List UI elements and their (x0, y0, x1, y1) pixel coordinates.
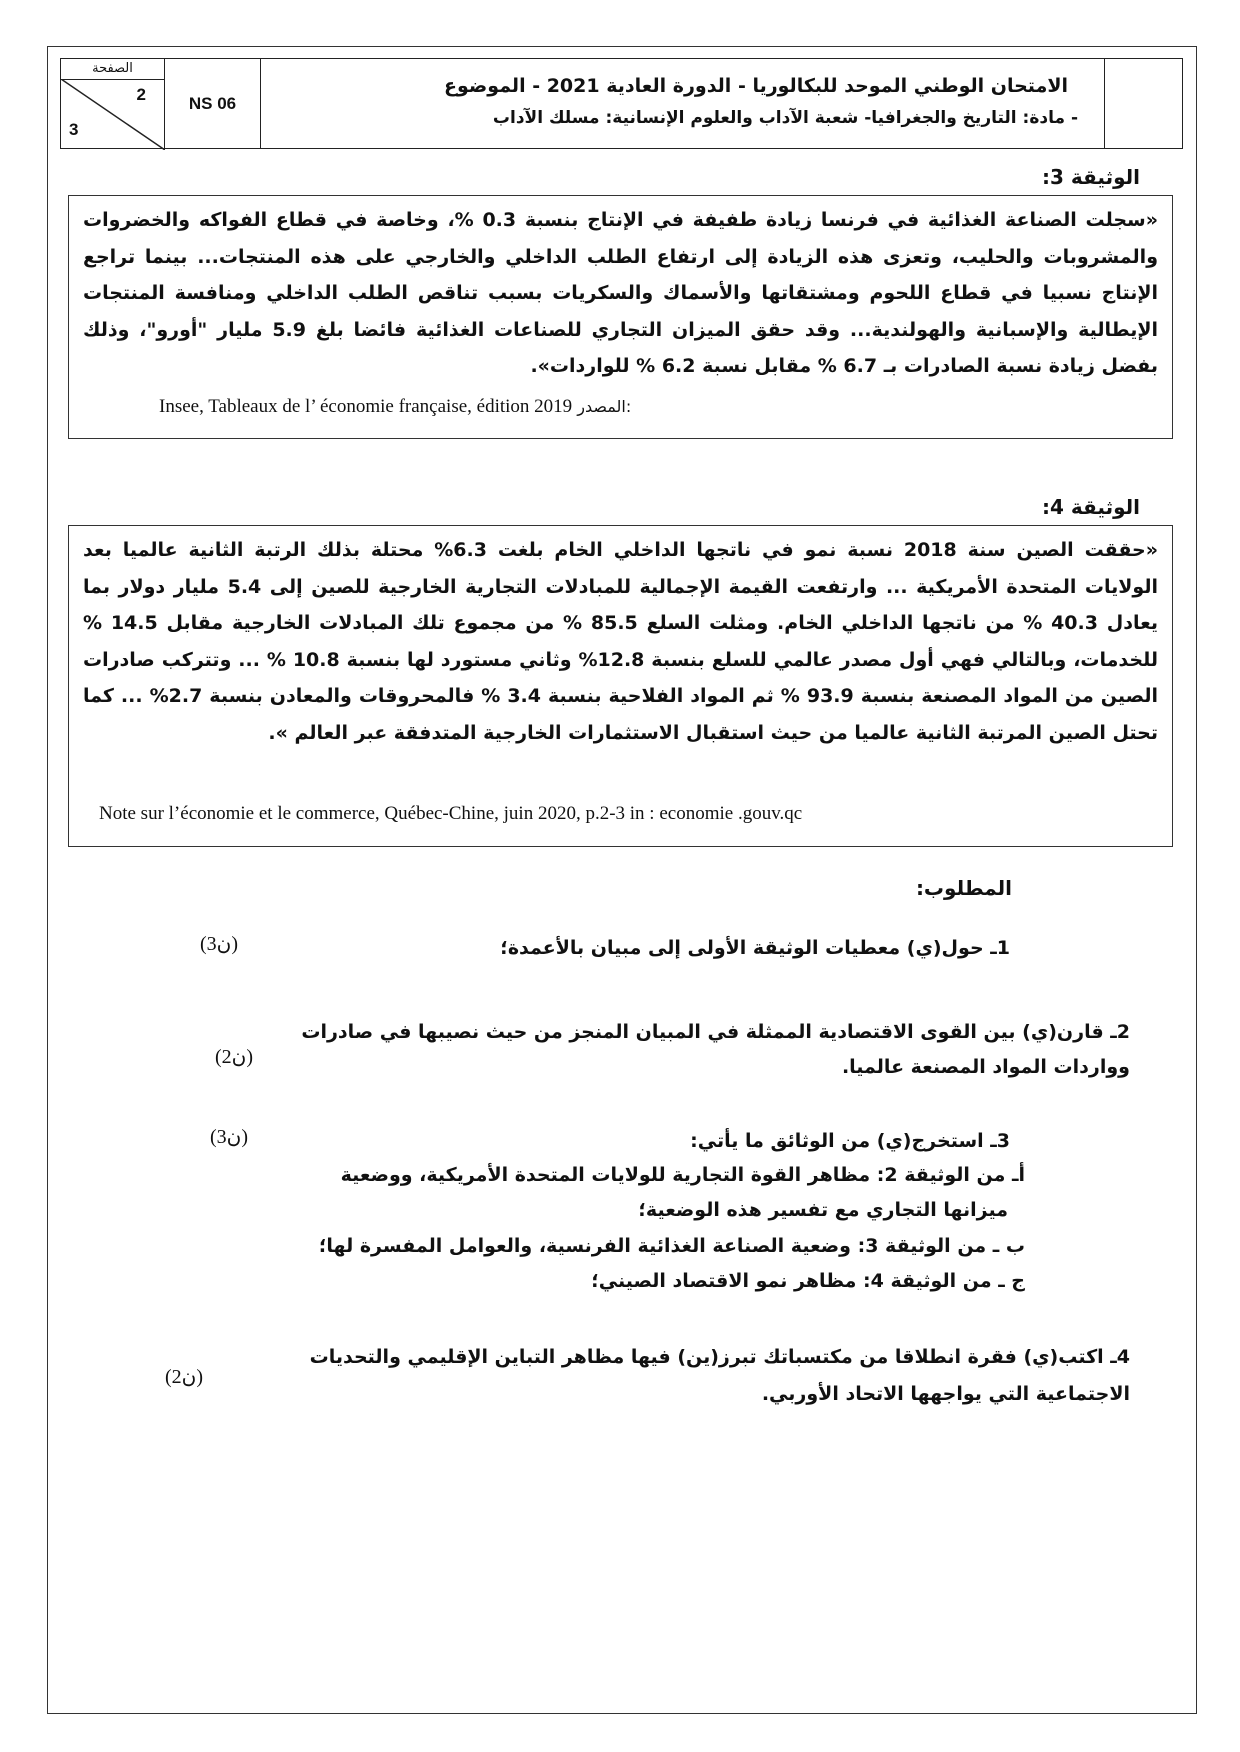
tasks-heading: المطلوب: (915, 876, 1012, 900)
doc3-text: «سجلت الصناعة الغذائية في فرنسا زيادة طفيفة في الإنتاج بنسبة 0.3 %، وخاصة في قطاع الفواكه والخضروات والمشروبات والحليب، وتعزى هذه الزيادة إلى ارتفاع الطلب الداخلي والخارجي على هذه المنتجات... بينما تراجع الإنتاج نسبيا في قطاع اللحوم ومشتقاتها والأسماك والسكريات بسبب تناقص الطلب الداخلي ومنافسة المنتجات الإيطالية والإسبانية والهولندية... وقد حقق الميزان التجاري للصناعات الغذائية فائضا بلغ 5.9 مليار "أورو"، وذلك بفضل زيادة نسبة الصادرات بـ 6.7 % مقابل نسبة 6.2 % للواردات». (83, 209, 1158, 377)
exam-header (60, 58, 1183, 149)
doc3-source: Insee, Tableaux de l’ économie française, édition 2019 (159, 396, 573, 417)
page-label: الصفحة (61, 61, 164, 80)
question-3c: ج ـ من الوثيقة 4: مظاهر نمو الاقتصاد الصيني؛ (591, 1270, 1025, 1292)
page-number-cell (61, 59, 165, 148)
question-4-line2: الاجتماعية التي يواجهها الاتحاد الأوربي. (761, 1383, 1130, 1405)
question-4-line1: 4ـ اكتب(ي) فقرة انطلاقا من مكتسباتك تبرز(ين) فيها مظاهر التباين الإقليمي والتحديات (309, 1346, 1130, 1368)
doc4-box (68, 525, 1173, 847)
question-1-points: (3ن) (200, 933, 239, 955)
question-3: 3ـ استخرج(ي) من الوثائق ما يأتي: (690, 1130, 1010, 1152)
exam-subject: - مادة: التاريخ والجغرافيا- شعبة الآداب والعلوم الإنسانية: مسلك الآداب (492, 108, 1078, 128)
question-3b: ب ـ من الوثيقة 3: وضعية الصناعة الغذائية الفرنسية، والعوامل المفسرة لها؛ (318, 1235, 1025, 1257)
page-total: 3 (69, 120, 79, 139)
logo-cell (1105, 59, 1184, 148)
exam-title-cell (261, 59, 1105, 148)
question-2-line2: وواردات المواد المصنعة عالميا. (841, 1056, 1130, 1078)
question-3a-line2: ميزانها التجاري مع تفسير هذه الوضعية؛ (638, 1199, 1008, 1221)
question-2-line1: 2ـ قارن(ي) بين القوى الاقتصادية الممثلة في المبيان المنجز من حيث نصيبها في صادرات (301, 1021, 1130, 1043)
question-3-points: (3ن) (210, 1126, 249, 1148)
page-current: 2 (136, 85, 146, 104)
question-3a-line1: أـ من الوثيقة 2: مظاهر القوة التجارية للولايات المتحدة الأمريكية، ووضعية (340, 1164, 1025, 1186)
doc3-source-label: المصدر: (577, 397, 632, 416)
exam-title: الامتحان الوطني الموحد للبكالوريا - الدورة العادية 2021 - الموضوع (444, 75, 1068, 97)
question-4-points: (2ن) (165, 1366, 204, 1388)
doc4-heading: الوثيقة 4: (1042, 495, 1140, 519)
doc4-source: Note sur l’économie et le commerce, Québec-Chine, juin 2020, p.2-3 in : economie .gouv.qc (99, 803, 803, 824)
doc4-text: «حققت الصين سنة 2018 نسبة نمو في ناتجها الداخلي الخام بلغت 6.3% محتلة بذلك الرتبة الثانية عالميا بعد الولايات المتحدة الأمريكية ... وارتفعت القيمة الإجمالية للمبادلات التجارية الخارجية للصين إلى 5.4 مليار دولار بما يعادل 40.3 % من ناتجها الداخلي الخام. ومثلت السلع 85.5 % من مجموع تلك المبادلات الخارجية مقابل 14.5 % للخدمات، وبالتالي فهي أول مصدر عالمي للسلع بنسبة 12.8% وثاني مستورد لها بنسبة 10.8 % ... وتتركب صادرات الصين من المواد المصنعة بنسبة 93.9 % ثم المواد الفلاحية بنسبة 3.4 % فالمحروقات والمعادن بنسبة 2.7% ... كما تحتل الصين المرتبة الثانية عالميا من حيث استقبال الاستثمارات الخارجية المتدفقة عبر العالم ». (83, 539, 1158, 744)
question-2-points: (2ن) (215, 1046, 254, 1068)
question-1: 1ـ حول(ي) معطيات الوثيقة الأولى إلى مبيان بالأعمدة؛ (500, 937, 1010, 959)
exam-code: NS 06 (165, 59, 261, 148)
doc3-source-line (159, 396, 631, 418)
doc3-heading: الوثيقة 3: (1042, 165, 1140, 189)
doc3-box (68, 195, 1173, 439)
